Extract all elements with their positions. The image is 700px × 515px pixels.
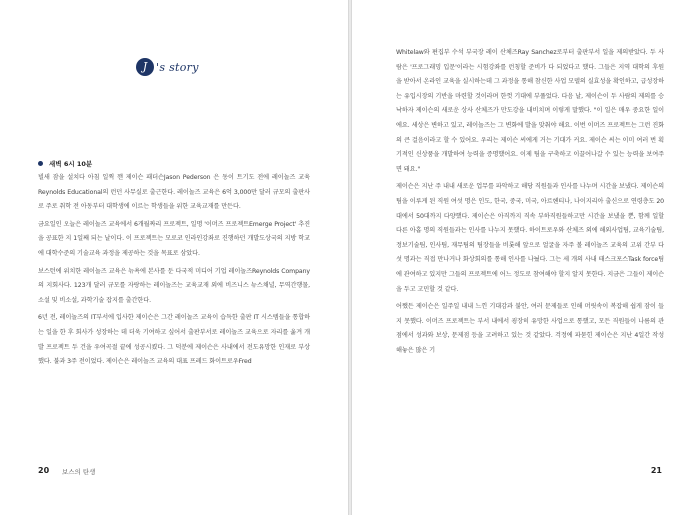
- left-page: [0, 0, 348, 515]
- story-logo: [136, 57, 199, 77]
- bullet-icon: [38, 161, 43, 166]
- paragraph: 어쨌든 제이슨은 일주일 내내 느낀 기대감과 불안, 여러 문제들로 인해 머릿속이 복잡해 쉽게 잠이 들지 못했다. 이머즈 프로젝트는 부서 내에서 굉장히 유망한 사업으로 통했고, 모든 직원들이 나름의 관점에서 성과와 보상, 문제점 등을 고려하고 있는 것 같았다. 걱정에 파묻힌 제이슨은 지난 4일간 작성해놓은 많은 기: [396, 303, 664, 354]
- paragraph: Whitelaw와 편집부 수석 부국장 레이 산체즈Ray Sanchez로부터 출판부서 일을 제의받았다. 두 사람은 '프로그래밍 입문'이라는 시험강좌를 런칭할 준비가 다 되었다고 했다. 그들은 지역 대학의 후원을 받아서 온라인 교육을 실시하는데 그 과정을 통해 참신한 사업 모델의 실효성을 확인하고, 급성장하는 유입시장의 기반을 마련할 것이라며 한껏 기대에 부풀었다. 다음 날, 제이슨이 두 사람의 제의를 승낙하자 제이슨의 새로운 상사 산체즈가 만도강을 내비치며 이렇게 말했다. "이 일은 매우 중요한 일이에요. 세상은 변하고 있고, 레이놀즈는 그 변화에 발을 맞춰야 해요. 이번 이머즈 프로젝트는 그런 진화의 큰 걸음이라고 할 수 있어요. 우리는 제이슨 씨에게 거는 기대가 커요. 제이슨 씨는 이미 여러 번 획기적인 신상품을 개발하여 능력을 증명했어요. 이제 팀을 구축하고 이끌어나갈 수 있는 능력을 보여주면 돼요.": [396, 49, 664, 173]
- paragraph: 금요일인 오늘은 레이놀즈 교육에서 6개월짜리 프로젝트, 일명 '이머즈 프로젝트Emerge Project' 추진을 공표한 지 1일째 되는 날이다. 이 프로젝트는 모로코 인라인강좌로 진행하던 개발도상국의 지방 학교에 대학수준의 기술교육 과정을 제공하는 것을 목표로 삼았다.: [38, 220, 310, 257]
- page-number-left: 20: [38, 466, 50, 475]
- running-head: 보스의 탄생: [62, 468, 96, 476]
- section-heading: [38, 159, 92, 168]
- logo-mark-icon: J: [136, 58, 154, 76]
- paragraph: 제이슨은 지난 주 내내 새로운 업무를 파악하고 해당 직원들과 인사를 나누며 시간을 보냈다. 제이슨의 팀을 이루게 된 직원 여섯 명은 인도, 한국, 중국, 미국, 아르헨티나, 나이지리아 출신으로 연령층도 20대에서 50대까지 다양했다. 제이슨은 아직까지 직속 부하직원들하고만 시간을 보냈을 뿐, 함께 일할 다른 아홉 명의 직원들과는 인사를 나누지 못했다. 하이트로우와 산체즈 외에 해외사업팀, 교육기술팀, 정보기술팀, 인사팀, 재무팀의 팀장들을 비롯해 앞으로 얼굴을 자주 볼 레이놀즈 교육의 고위 간부 다섯 명과는 직접 만나거나 화상회의를 통해 인사를 나눴다. 그는 세 개의 사내 태스크포스Task force팀에 관여하고 있지만 그들의 프로젝트에 어느 정도로 참여해야 할지 알지 못한다. 지금은 그들이 제이슨을 두고 고민할 것 같다.: [396, 183, 664, 293]
- paragraph: 6년 전, 레이놀즈의 IT부서에 입사한 제이슨은 그간 레이놀즈 교육이 습득한 출판 IT 시스템들을 통합하는 일을 한 후 회사가 성장하는 데 더욱 기여하고 싶어서 출판부서로 레이놀즈 교육으로 자리를 옮겨 개발 프로젝트 두 건을 우여곡절 끝에 성공시켰다. 그 덕분에 제이슨은 사내에서 전도유망한 인재로 부상했다. 불과 3주 전이었다. 제이슨은 레이놀즈 교육의 대표 프레드 화이트로우Fred: [38, 314, 310, 366]
- page-number-right: 21: [650, 466, 662, 475]
- logo-text: 's story: [156, 60, 199, 74]
- section-heading-text: 새벽 6시 10분: [49, 160, 93, 168]
- left-body-text: [38, 171, 310, 373]
- right-page: [352, 0, 700, 515]
- paragraph: 보스턴에 위치한 레이놀즈 교육은 뉴욕에 본사를 둔 다국적 미디어 기업 레이놀즈Reynolds Company의 지회사다. 123개 달러 규모를 자랑하는 레이놀즈는 교육교재 외에 비즈니스 뉴스채널, 무역간행물, 소설 및 비소설, 과학기술 잡지를 출간한다.: [38, 267, 310, 304]
- right-body-text: [396, 46, 664, 361]
- paragraph: 빌새 잠을 설치다 아침 일찍 깬 제이슨 패더슨Jason Pederson 은 동이 트기도 전에 레이놀즈 교육Reynolds Educational의 런던 사무실로 출근한다. 레이놀즈 교육은 6억 3,000만 달러 규모의 출판사로 주로 취학 전 아동부터 대학생에 이르는 학생들을 위한 교육교재를 만든다.: [38, 174, 310, 211]
